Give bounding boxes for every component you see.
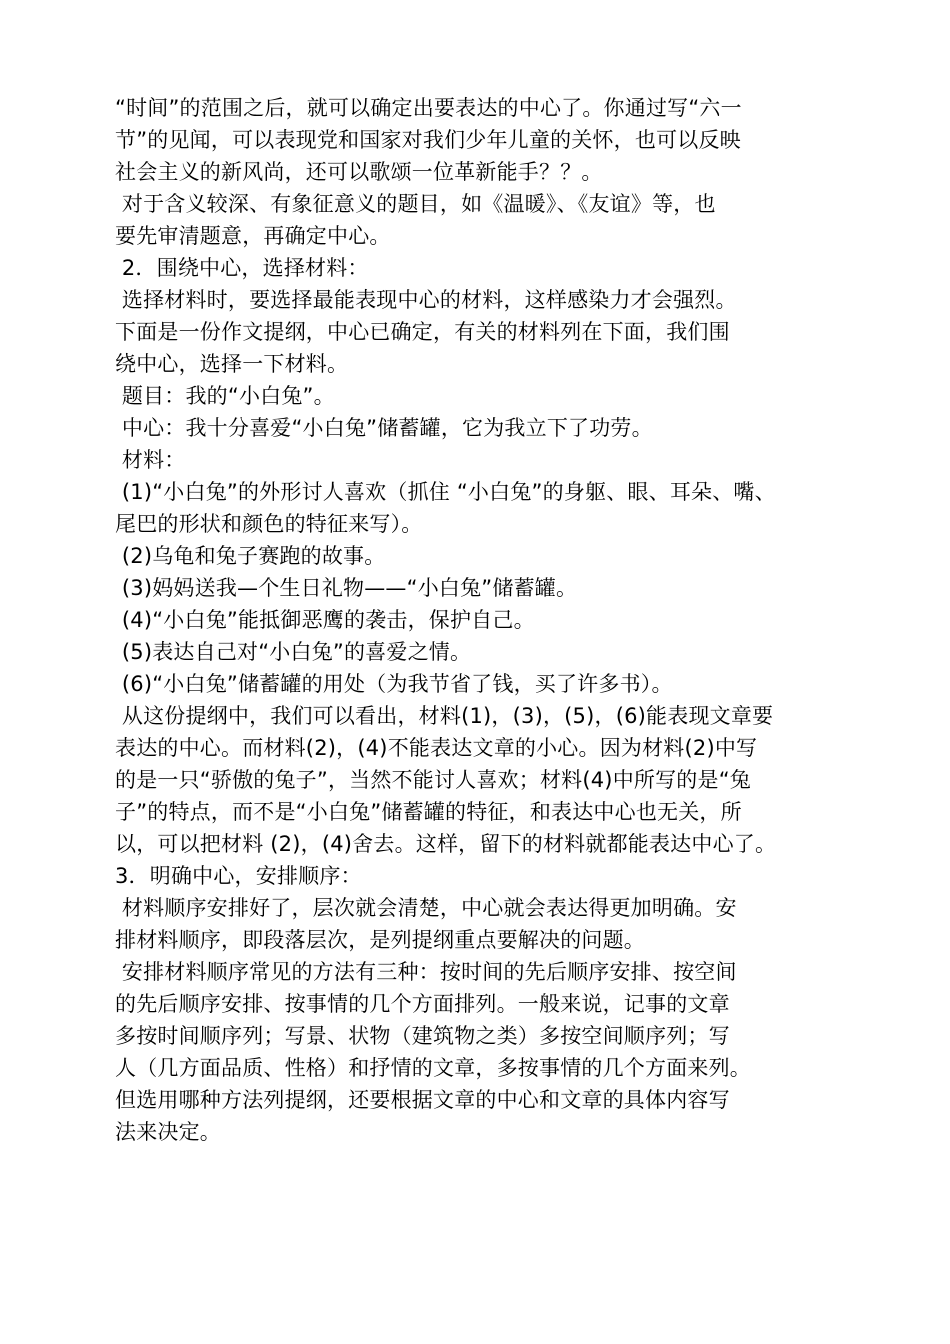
- list-item: (6)“小白兔”储蓄罐的用处（为我节省了钱，买了许多书）。: [115, 672, 673, 696]
- text-line: 题目：我的“小白兔”。: [115, 384, 335, 408]
- text-line: 的先后顺序安排、按事情的几个方面排列。一般来说，记事的文章: [115, 992, 730, 1016]
- text-line: 材料顺序安排好了，层次就会清楚，中心就会表达得更加明确。安: [115, 896, 737, 920]
- text-line: 排材料顺序，即段落层次，是列提纲重点要解决的问题。: [115, 928, 645, 952]
- list-item: (2)乌龟和兔子赛跑的故事。: [115, 544, 386, 568]
- list-item: (4)“小白兔”能抵御恶鹰的袭击，保护自己。: [115, 608, 535, 632]
- text-line: 节”的见闻，可以表现党和国家对我们少年儿童的关怀，也可以反映: [115, 128, 741, 152]
- text-line: 子”的特点，而不是“小白兔”储蓄罐的特征，和表达中心也无关，所: [115, 800, 742, 824]
- text-line: 尾巴的形状和颜色的特征来写）。: [115, 512, 423, 536]
- text-line: 多按时间顺序列；写景、状物（建筑物之类）多按空间顺序列；写: [115, 1024, 730, 1048]
- text-line: 要先审清题意，再确定中心。: [115, 224, 391, 248]
- list-item: (5)表达自己对“小白兔”的喜爱之情。: [115, 640, 472, 664]
- text-line: 中心：我十分喜爱“小白兔”储蓄罐，它为我立下了功劳。: [115, 416, 653, 440]
- section-heading: 2．围绕中心，选择材料：: [115, 256, 369, 280]
- text-line: 对于含义较深、有象征意义的题目，如《温暖》、《友谊》等，也: [115, 192, 716, 216]
- section-heading: 3．明确中心，安排顺序：: [115, 864, 362, 888]
- text-line: 从这份提纲中，我们可以看出，材料(1)，(3)，(5)，(6)能表现文章要: [115, 704, 774, 728]
- list-item: (3)妈妈送我—个生日礼物——“小白兔”储蓄罐。: [115, 576, 578, 600]
- text-line: 社会主义的新风尚，还可以歌颂一位革新能手？？。: [115, 160, 603, 184]
- text-line: 的是一只“骄傲的兔子”，当然不能讨人喜欢；材料(4)中所写的是“兔: [115, 768, 751, 792]
- text-line: 人（几方面品质、性格）和抒情的文章，多按事情的几个方面来列。: [115, 1056, 751, 1080]
- text-line: 下面是一份作文提纲，中心已确定，有关的材料列在下面，我们围: [115, 320, 730, 344]
- text-line: 以，可以把材料 (2)，(4)舍去。这样，留下的材料就都能表达中心了。: [115, 832, 777, 856]
- text-line: 绕中心，选择一下材料。: [115, 352, 349, 376]
- text-line: 法来决定。: [115, 1120, 221, 1144]
- list-item: (1)“小白兔”的外形讨人喜欢（抓住 “小白兔”的身躯、眼、耳朵、嘴、: [115, 480, 776, 504]
- text-line: 但选用哪种方法列提纲，还要根据文章的中心和文章的具体内容写: [115, 1088, 730, 1112]
- text-line: 材料：: [115, 448, 186, 472]
- text-line: 表达的中心。而材料(2)，(4)不能表达文章的小心。因为材料(2)中写: [115, 736, 758, 760]
- text-line: “时间”的范围之后，就可以确定出要表达的中心了。你通过写“六一: [115, 96, 742, 120]
- text-line: 选择材料时，要选择最能表现中心的材料，这样感染力才会强烈。: [115, 288, 737, 312]
- text-line: 安排材料顺序常见的方法有三种：按时间的先后顺序安排、按空间: [115, 960, 737, 984]
